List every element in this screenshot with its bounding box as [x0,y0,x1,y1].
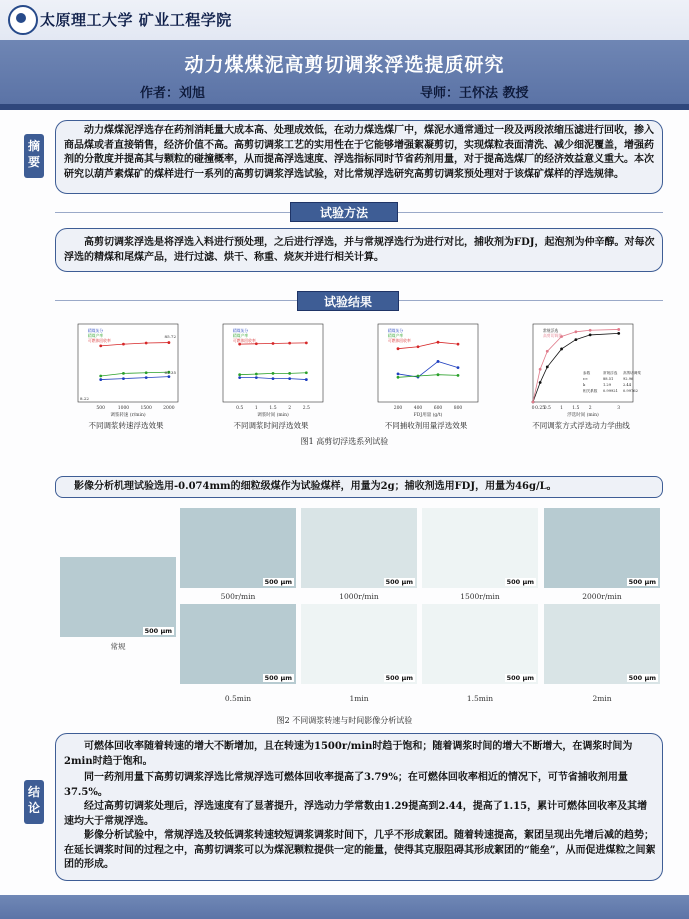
author: 作者：刘旭 [140,86,206,101]
footer-bar [0,895,689,919]
chart-svg [515,318,647,418]
table-cell: ε∞ [583,377,588,381]
x-tick-label: 600 [433,406,443,411]
conclusion-p3: 经过高剪切调浆处理后，浮选速度有了显著提升，浮选动力学常数由1.29提高到2.44，提高了1.15，累计可燃体回收率及其增速均大于常规浮选。 [64,801,648,827]
data-point [99,375,102,378]
image-label: 0.5min [224,694,252,703]
legend-entry: 精煤灰分 [388,328,404,333]
data-point [397,373,400,376]
image-label: 2min [592,694,612,703]
micrograph-conventional [60,557,176,637]
data-point [168,375,171,378]
data-point [305,371,308,374]
table-cell: 参数 [583,371,591,375]
scale-bar: 500 μm [506,578,534,586]
chart-caption: 不同调浆时间浮选效果 [233,421,309,430]
micrograph-0.5min [180,604,296,684]
school-name: 太原理工大学 矿业工程学院 [40,11,232,29]
x-tick-label: 2.5 [302,406,310,411]
x-axis-label: 调浆转速 (r/min) [110,413,146,418]
data-point [539,368,542,371]
chart-caption: 不同调浆方式浮选动力学曲线 [532,421,630,430]
image-label: 1000r/min [339,592,379,601]
data-point [122,377,125,380]
method-text: 高剪切调浆浮选是将浮选入料进行预处理，之后进行浮选，并与常规浮选行为进行对比，捕收剂为FDJ，起泡剂为仲辛醇。对每次浮选的精煤和尾煤产品，进行过滤、烘干、称重、烧灰并进行相关计算。 [64,237,655,263]
x-tick-label: 3 [617,406,621,411]
data-point [99,378,102,381]
legend-entry: 精煤产率 [88,333,104,338]
micrograph-1500 [422,508,538,588]
data-point [417,375,420,378]
table-cell: 92.96 [623,377,634,381]
table-cell: 0.99762 [623,389,638,393]
x-tick-label: 1 [254,406,258,411]
data-point [238,343,241,346]
x-tick-label: 0.5 [236,406,244,411]
micrograph-2000 [544,508,660,588]
data-point [437,341,440,344]
data-point [546,350,549,353]
figure1-caption: 图1 高剪切浮选系列试验 [300,437,389,446]
advisor: 导师：王怀法 教授 [420,86,529,101]
micrograph-2min [544,604,660,684]
scale-bar: 500 μm [144,627,172,635]
image-label: 2000r/min [582,592,622,601]
image-label: 1min [349,694,369,703]
data-point [539,381,542,384]
data-label: 85.72 [164,334,176,339]
x-tick-label: 2000 [163,406,175,411]
legend-entry: 精煤灰分 [88,328,104,333]
data-point [238,373,241,376]
conclusion-p2: 同一药剂用量下高剪切调浆浮选比常规浮选可燃体回收率提高了3.79%；在可燃体回收率相近的情况下，可节省捕收剂用量37.5%。 [64,772,628,798]
legend-entry: 高剪切调浆 [543,333,562,338]
legend-entry: 精煤灰分 [233,328,249,333]
scale-bar: 500 μm [628,578,656,586]
data-point [272,372,275,375]
data-point [305,378,308,381]
data-point [145,342,148,345]
title-band-divider [0,104,689,110]
micrograph-1000 [301,508,417,588]
chart-caption: 不同捕收剂用量浮选效果 [384,421,468,430]
x-tick-label: 0 [531,406,535,411]
scale-bar: 500 μm [506,674,534,682]
legend-entry: 可燃体回收率 [233,338,256,343]
data-point [589,334,592,337]
data-point [288,342,291,345]
table-cell: k [583,383,586,387]
legend-entry: 精煤产率 [388,333,404,338]
data-point [560,348,563,351]
table-cell: 常规浮选 [603,371,618,375]
data-point [288,372,291,375]
data-label: 62.35 [164,370,176,375]
scale-bar: 500 μm [385,578,413,586]
chart-caption: 不同调浆转速浮选效果 [88,421,164,430]
abstract-tag-label: 摘要 [27,139,40,169]
scale-bar: 500 μm [264,674,292,682]
university-logo-icon [8,5,38,35]
conclusion-p1: 可燃体回收率随着转速的增大不断增加，且在转速为1500r/min时趋于饱和；随着调浆时间的增大不断增大，在调浆时间为2min时趋于饱和。 [64,741,633,767]
data-point [145,376,148,379]
table-cell: 相关系数 [583,389,598,393]
data-point [145,371,148,374]
x-tick-label: 400 [413,406,423,411]
conclusion-tag [24,780,44,824]
x-axis-label: 浮选时间 (min) [567,413,599,418]
conclusion-tag-label: 结论 [27,785,40,815]
x-tick-label: 0.25 [535,406,546,411]
x-axis-label: 调浆时间 (min) [257,413,289,418]
data-point [417,345,420,348]
data-point [255,373,258,376]
data-point [288,377,291,380]
chart-kinetics [515,318,647,418]
data-point [589,329,592,332]
x-tick-label: 200 [393,406,403,411]
data-point [437,373,440,376]
chart-time [205,318,337,418]
data-label: 8.22 [80,396,89,401]
x-tick-label: 500 [96,406,106,411]
chart-collector [360,318,492,418]
chart-svg [360,318,492,418]
scale-bar: 500 μm [264,578,292,586]
data-point [238,376,241,379]
image-note-text: 影像分析机理试验选用-0.074mm的细粒级煤作为试验煤样，用量为2g；捕收剂选用FDJ，用量为46g/L。 [74,481,557,492]
micrograph-1.5min [422,604,538,684]
table-cell: 高剪切调浆 [623,371,641,375]
data-point [532,401,535,404]
table-cell: 0.99921 [603,389,618,393]
poster-title: 动力煤煤泥高剪切调浆浮选提质研究 [184,54,505,76]
x-tick-label: 1.5 [269,406,277,411]
micrograph-500 [180,508,296,588]
data-point [617,332,620,335]
data-point [99,344,102,347]
legend-entry: 常规浮选 [543,328,559,333]
data-point [272,342,275,345]
legend-entry: 可燃体回收率 [388,338,411,343]
legend-entry: 精煤产率 [233,333,249,338]
image-label: 1500r/min [460,592,500,601]
data-point [457,343,460,346]
data-point [305,341,308,344]
conclusion-p4: 影像分析试验中，常规浮选及较低调浆转速较短调浆调浆时间下，几乎不形成絮团。随着转速提高，絮团呈现出先增后减的趋势；在延长调浆时间的过程之中，高剪切调浆可以为煤泥颗粒提供一定的能量，使得其克服阻碍其形成絮团的“能垒”，从而促进煤粒之间絮团的形成。 [64,830,656,870]
figure2-caption: 图2 不同调浆转速与时间影像分析试验 [276,716,413,725]
chart-svg [205,318,337,418]
data-point [574,338,577,341]
chart-svg [60,318,192,418]
data-point [272,377,275,380]
data-point [255,376,258,379]
legend-entry: 可燃体回收率 [88,338,111,343]
x-tick-label: 0.5 [543,406,551,411]
data-point [122,372,125,375]
x-axis-label: FDJ用量 (g/t) [413,413,443,418]
scale-bar: 500 μm [385,674,413,682]
results-heading: 试验结果 [297,291,399,311]
image-label: 常规 [110,642,126,651]
x-tick-label: 1.5 [572,406,580,411]
data-point [437,360,440,363]
data-point [457,374,460,377]
image-label: 1.5min [466,694,494,703]
abstract-tag [24,134,44,178]
x-tick-label: 2 [588,406,592,411]
data-point [457,366,460,369]
data-point [122,343,125,346]
x-tick-label: 1 [560,406,564,411]
abstract-text: 动力煤煤泥浮选存在药剂消耗量大成本高、处理成效低，在动力煤选煤厂中，煤泥水通常通过一段及两段浓缩压滤进行回收，掺入商品煤或者直接销售，经济价值不高。高剪切调浆工艺的实用性在于它能够增强絮凝剪切，实现煤粒表面清洗、减少细泥覆盖，增强药剂的分散度并提高其与颗粒的碰撞概率，从而提高浮选速度、浮选指标同时节省药剂用量，对于提高选煤厂的经济效益意义重大。本次研究以葫芦素煤矿的煤样进行一系列的高剪切调浆浮选试验，对比常规浮选研究高剪切调浆预处理对于该煤矿煤样的浮选规律。 [64,125,654,180]
scale-bar: 500 μm [628,674,656,682]
x-tick-label: 800 [453,406,463,411]
image-label: 500r/min [220,592,256,601]
data-point [397,347,400,350]
x-tick-label: 2 [288,406,292,411]
data-point [397,376,400,379]
method-heading: 试验方法 [290,202,398,222]
data-point [546,366,549,369]
data-point [168,341,171,344]
chart-speed [60,318,192,418]
micrograph-1min [301,604,417,684]
table-cell: 1.29 [603,383,612,387]
x-tick-label: 1500 [140,406,152,411]
x-tick-label: 1000 [117,406,130,411]
data-point [617,328,620,331]
data-point [574,330,577,333]
table-cell: 2.44 [623,383,632,387]
table-cell: 88.51 [603,377,614,381]
